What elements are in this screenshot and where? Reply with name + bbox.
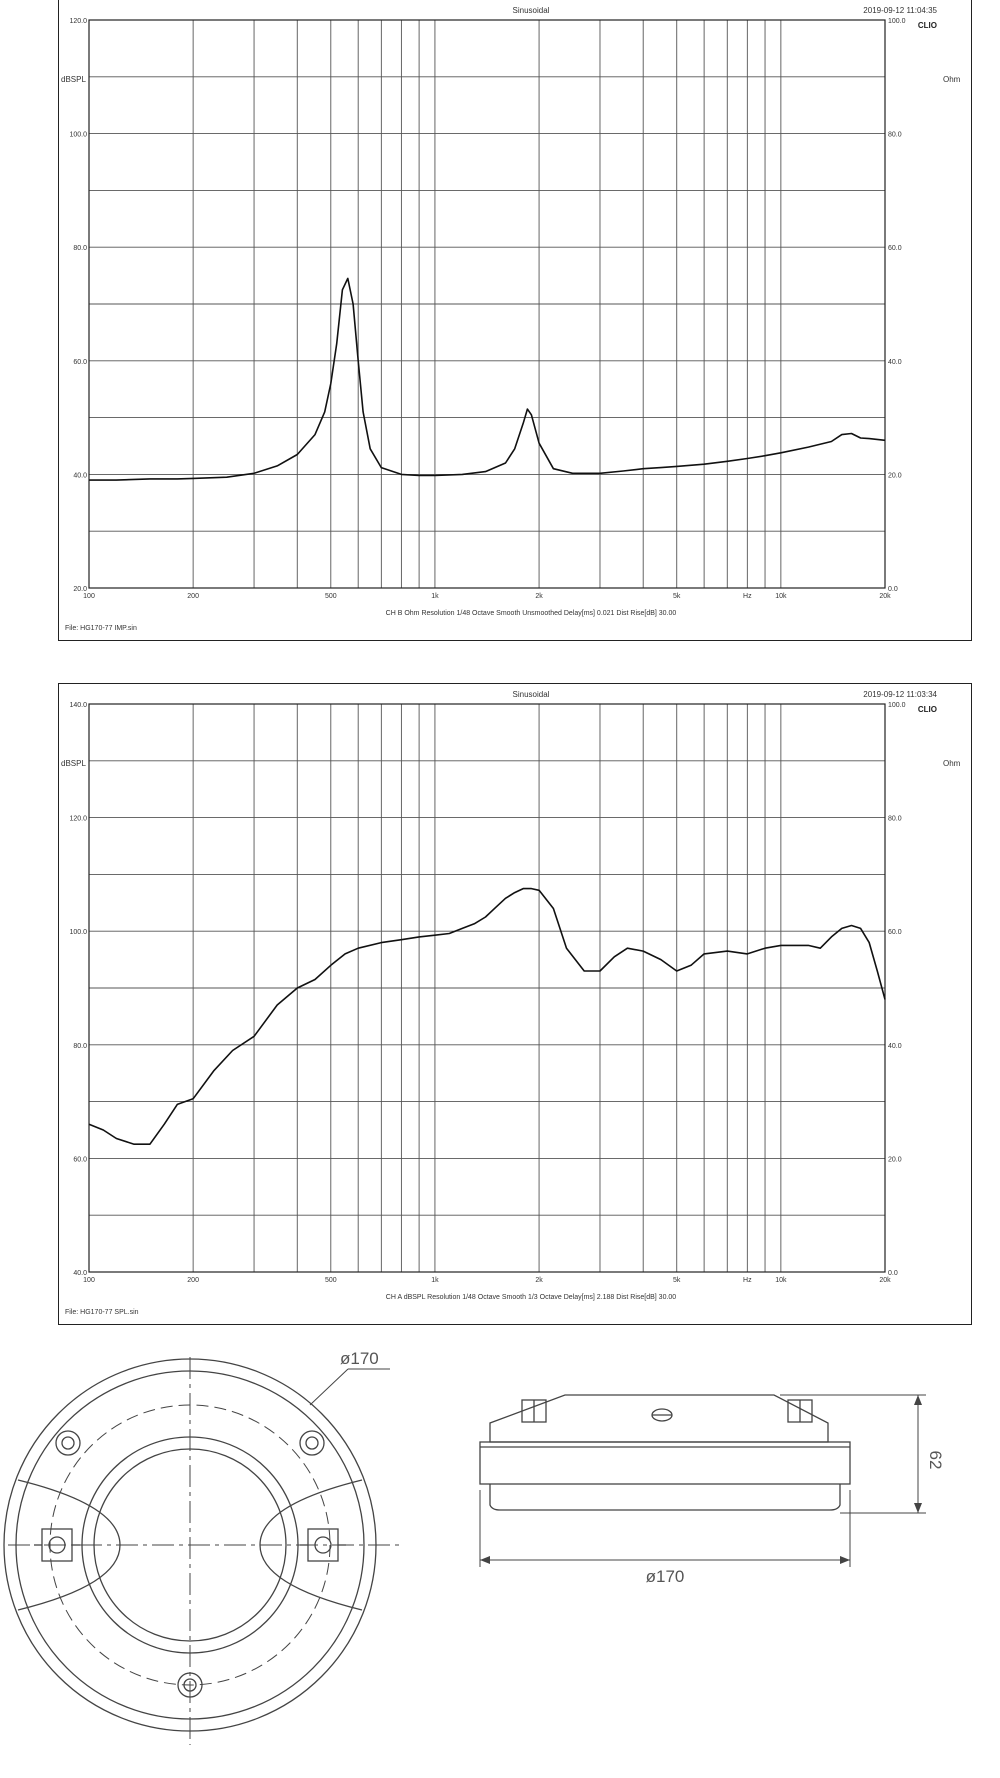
y-axis-label-left: dBSPL	[61, 759, 86, 768]
diameter-leader	[310, 1369, 348, 1405]
x-tick-label: 2k	[535, 593, 543, 600]
side-height-label: 62	[926, 1450, 945, 1470]
x-tick-label: 200	[187, 1277, 199, 1284]
bottom-plate	[490, 1484, 840, 1510]
y-tick-label-right: 40.0	[888, 358, 902, 366]
x-tick-label: Hz	[743, 593, 752, 600]
chart-brand: CLIO	[917, 705, 937, 714]
y-tick-label-right: 40.0	[888, 1042, 902, 1050]
impedance-chart-panel	[58, 0, 972, 641]
chart-header-right: 2019-09-12 11:03:34	[863, 690, 937, 699]
impedance-chart	[59, 0, 971, 640]
series-line	[89, 278, 885, 480]
y-axis-label-left: dBSPL	[61, 75, 86, 84]
y-tick-label-right: 100.0	[888, 18, 906, 25]
bolt-hole-top-right	[300, 1431, 324, 1455]
series-line	[89, 889, 885, 1145]
y-tick-label-right: 0.0	[888, 586, 898, 593]
y-tick-label-right: 60.0	[888, 929, 902, 937]
x-tick-label: 100	[83, 593, 95, 600]
x-tick-label: 1k	[431, 593, 439, 600]
x-tick-label: 20k	[879, 1277, 891, 1284]
spl-chart	[59, 684, 971, 1324]
y-tick-label-left: 100.0	[69, 929, 87, 937]
side-view	[480, 1395, 926, 1567]
x-tick-label: 1k	[431, 1277, 439, 1284]
y-axis-label-right: Ohm	[943, 759, 961, 768]
x-tick-label: 2k	[535, 1277, 543, 1284]
front-view	[4, 1357, 400, 1745]
chart-footer-left: File: HG170-77 SPL.sin	[65, 1309, 139, 1316]
y-tick-label-left: 120.0	[69, 815, 87, 823]
x-tick-label: 5k	[673, 1277, 681, 1284]
y-tick-label-right: 0.0	[888, 1270, 898, 1277]
x-tick-label: 500	[324, 593, 337, 600]
x-tick-label: 20k	[879, 593, 891, 600]
x-tick-label: 5k	[673, 593, 681, 600]
x-tick-label: Hz	[743, 1277, 752, 1284]
y-tick-label-right: 80.0	[888, 131, 902, 139]
y-tick-label-left: 120.0	[69, 18, 87, 25]
chart-brand: CLIO	[917, 21, 937, 30]
magnet-body	[480, 1442, 850, 1484]
y-tick-label-left: 140.0	[69, 702, 87, 709]
chart-header-center: Sinusoidal	[512, 6, 550, 15]
top-cone	[490, 1395, 828, 1442]
x-tick-label: 10k	[775, 1277, 787, 1284]
left-mount-ear	[18, 1480, 120, 1610]
chart-header-center: Sinusoidal	[512, 690, 550, 699]
y-tick-label-left: 40.0	[73, 1270, 87, 1277]
y-tick-label-left: 20.0	[73, 586, 87, 593]
x-tick-label: 100	[83, 1277, 95, 1284]
y-tick-label-right: 100.0	[888, 702, 906, 709]
y-tick-label-left: 80.0	[73, 1042, 87, 1050]
y-tick-label-left: 60.0	[73, 1156, 87, 1164]
x-tick-label: 10k	[775, 593, 787, 600]
side-diameter-label: ø170	[645, 1567, 685, 1586]
chart-footer-center: CH A dBSPL Resolution 1/48 Octave Smooth 1/3 Octave Delay[ms] 2.188 Dist Rise[dB] 30.00	[385, 1294, 677, 1301]
y-tick-label-right: 80.0	[888, 815, 902, 823]
y-tick-label-left: 100.0	[69, 131, 87, 139]
y-axis-label-right: Ohm	[943, 75, 961, 84]
y-tick-label-right: 20.0	[888, 472, 902, 480]
y-tick-label-right: 20.0	[888, 1156, 902, 1164]
y-tick-label-left: 60.0	[73, 358, 87, 366]
bolt-hole-top-left	[56, 1431, 80, 1455]
spl-chart-panel	[58, 683, 972, 1325]
x-tick-label: 200	[187, 593, 199, 600]
mechanical-drawing	[0, 1335, 1000, 1775]
y-tick-label-right: 60.0	[888, 245, 902, 253]
y-tick-label-left: 40.0	[73, 472, 87, 480]
y-tick-label-left: 80.0	[73, 245, 87, 253]
x-tick-label: 500	[324, 1277, 337, 1284]
front-diameter-label: ø170	[340, 1349, 379, 1368]
chart-header-right: 2019-09-12 11:04:35	[863, 6, 937, 15]
chart-footer-left: File: HG170-77 IMP.sin	[65, 625, 137, 632]
chart-footer-center: CH B Ohm Resolution 1/48 Octave Smooth Unsmoothed Delay[ms] 0.021 Dist Rise[dB] 30.00	[385, 610, 677, 617]
